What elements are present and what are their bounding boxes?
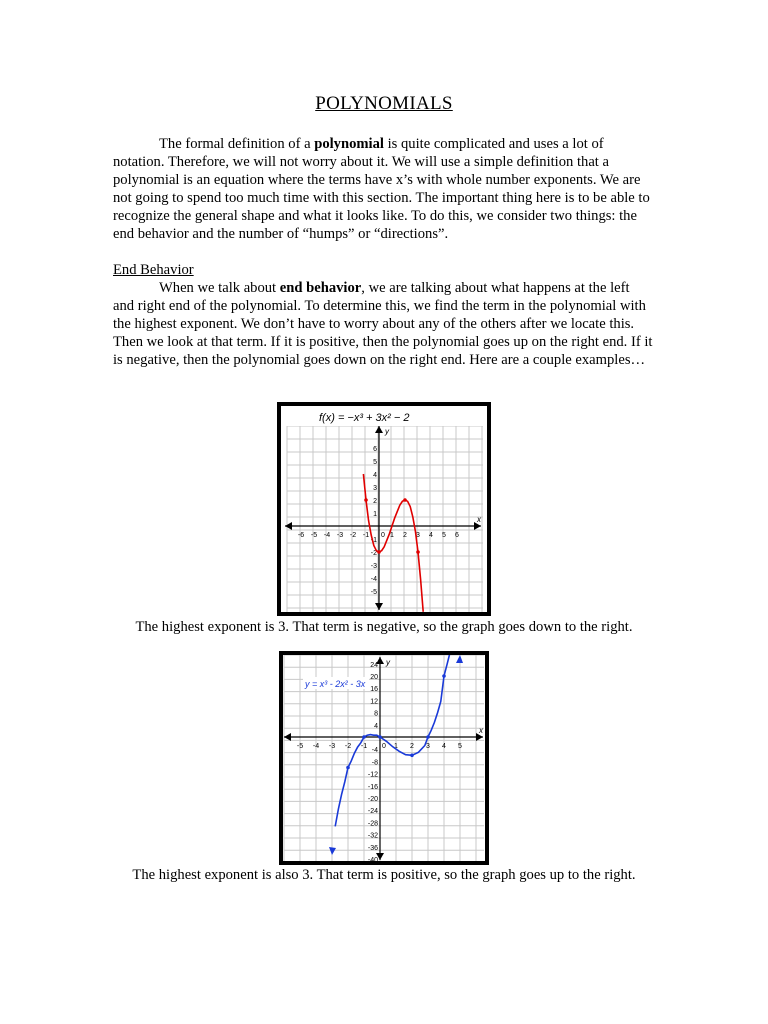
- data-point: [362, 735, 366, 739]
- term-polynomial: polynomial: [314, 136, 384, 152]
- intro-text-2: is quite complicated and uses a lot of notation. Therefore, we will not worry about it. We will use a simple definition that a polynomial is an equation where the terms have x’s with whole number exponents. We are not going to spend too much time with this section. The important thing here is to be able to recognize the general shape and what it looks like. To do this, we consider two things: the end behavior and the number of “humps” or “directions”.: [113, 136, 650, 242]
- intro-text-1: The formal definition of a: [159, 136, 315, 152]
- y-axis-arrow-up: [375, 426, 383, 433]
- graph-2-plot: [283, 655, 485, 861]
- x-tick-label: 5: [442, 532, 446, 539]
- y-tick-label: -3: [370, 563, 377, 570]
- y-tick-label: -1: [370, 537, 377, 544]
- page-title: POLYNOMIALS: [315, 93, 453, 114]
- y-tick-label: 5: [373, 459, 377, 466]
- x-tick-label: -1: [362, 532, 370, 539]
- graph-cubic-positive: [279, 651, 489, 865]
- chart-title: f(x) = −x³ + 3x² − 2: [319, 412, 410, 424]
- y-tick-label: 16: [370, 686, 378, 694]
- graph-cubic-negative: [277, 402, 491, 616]
- x-tick-label: -5: [296, 743, 304, 750]
- curve-end-arrow: [456, 655, 463, 663]
- y-tick-label: 20: [370, 674, 378, 681]
- x-tick-label: 0: [381, 532, 385, 539]
- graph-1-plot: [281, 406, 487, 612]
- x-tick-label: 1: [394, 743, 398, 750]
- data-point: [416, 550, 420, 554]
- y-tick-label: 4: [374, 722, 378, 730]
- y-tick-label: -20: [367, 796, 378, 803]
- data-point: [377, 550, 381, 554]
- y-tick-label: -5: [370, 589, 377, 596]
- y-tick-label: 12: [370, 698, 378, 706]
- x-tick-label: -1: [360, 743, 368, 750]
- y-tick-label: -16: [367, 783, 378, 791]
- y-tick-label: 8: [374, 710, 378, 718]
- y-tick-label: 1: [373, 511, 377, 518]
- y-tick-label: 2: [373, 498, 377, 505]
- x-axis-arrow-left: [284, 733, 291, 741]
- x-tick-label: -3: [328, 743, 336, 750]
- y-tick-label: -2: [370, 550, 377, 557]
- y-tick-label: 6: [373, 446, 377, 453]
- graph-2-caption: The highest exponent is also 3. That term is positive, so the graph goes up to the right.: [132, 867, 636, 883]
- y-tick-label: 4: [373, 472, 377, 479]
- y-tick-label: -12: [367, 771, 378, 779]
- x-tick-label: 2: [403, 532, 407, 539]
- section-heading-end-behavior: End Behavior: [113, 262, 194, 278]
- data-point: [426, 735, 430, 739]
- y-tick-label: -4: [370, 576, 377, 583]
- x-tick-label: 0: [382, 743, 386, 750]
- x-tick-label: 5: [458, 743, 462, 750]
- data-point: [364, 498, 368, 502]
- x-tick-label: 2: [410, 743, 414, 750]
- end-behavior-text-2: , we are talking about what happens at the left and right end of the polynomial. To determine this, we find the term in the polynomial with the highest exponent. We don’t have to worry about any of the others after we locate this. Then we look at that term. If it is positive, then the polynomial goes up on the right end. If it is negative, then the polynomial goes down on the right end. Here are a couple examples…: [113, 280, 653, 368]
- x-tick-label: 3: [416, 532, 420, 539]
- data-point: [442, 674, 446, 678]
- term-end-behavior: end behavior: [279, 280, 362, 296]
- x-tick-label: 3: [426, 743, 430, 750]
- data-point: [346, 766, 350, 770]
- x-tick-label: -3: [336, 532, 344, 539]
- intro-paragraph: [113, 135, 653, 243]
- end-behavior-text-1: When we talk about: [159, 280, 280, 296]
- y-tick-label: -32: [367, 832, 378, 840]
- y-tick-label: -4: [371, 747, 378, 755]
- end-behavior-paragraph: [113, 279, 653, 369]
- x-axis-label: x: [479, 726, 483, 735]
- y-tick-label: -8: [371, 759, 378, 767]
- x-axis-arrow-left: [285, 522, 292, 530]
- chart-title: y = x³ - 2x² - 3x: [305, 679, 366, 689]
- y-tick-label: 24: [370, 661, 378, 669]
- x-tick-label: -6: [297, 532, 305, 539]
- y-tick-label: 3: [373, 485, 377, 492]
- y-axis-label: y: [385, 427, 389, 436]
- x-tick-label: -4: [323, 532, 331, 539]
- y-tick-label: -28: [367, 820, 378, 828]
- graph-1-caption: The highest exponent is 3. That term is negative, so the graph goes down to the right.: [135, 619, 633, 635]
- y-axis-label: y: [386, 658, 390, 667]
- y-tick-label: -36: [367, 844, 378, 852]
- x-tick-label: -4: [312, 743, 320, 750]
- y-tick-label: -40: [367, 857, 378, 861]
- x-tick-label: -2: [349, 532, 357, 539]
- x-tick-label: 4: [442, 743, 446, 750]
- x-axis-label: x: [477, 515, 481, 524]
- data-point: [410, 754, 414, 758]
- curve-end-arrow: [329, 847, 336, 855]
- x-tick-label: 6: [455, 532, 459, 539]
- x-tick-label: 4: [429, 532, 433, 539]
- x-tick-label: -5: [310, 532, 318, 539]
- x-tick-label: -2: [344, 743, 352, 750]
- data-point: [378, 735, 382, 739]
- data-point: [403, 498, 407, 502]
- y-tick-label: -24: [367, 808, 378, 816]
- y-axis-arrow-down: [375, 603, 383, 610]
- x-tick-label: 1: [390, 532, 394, 539]
